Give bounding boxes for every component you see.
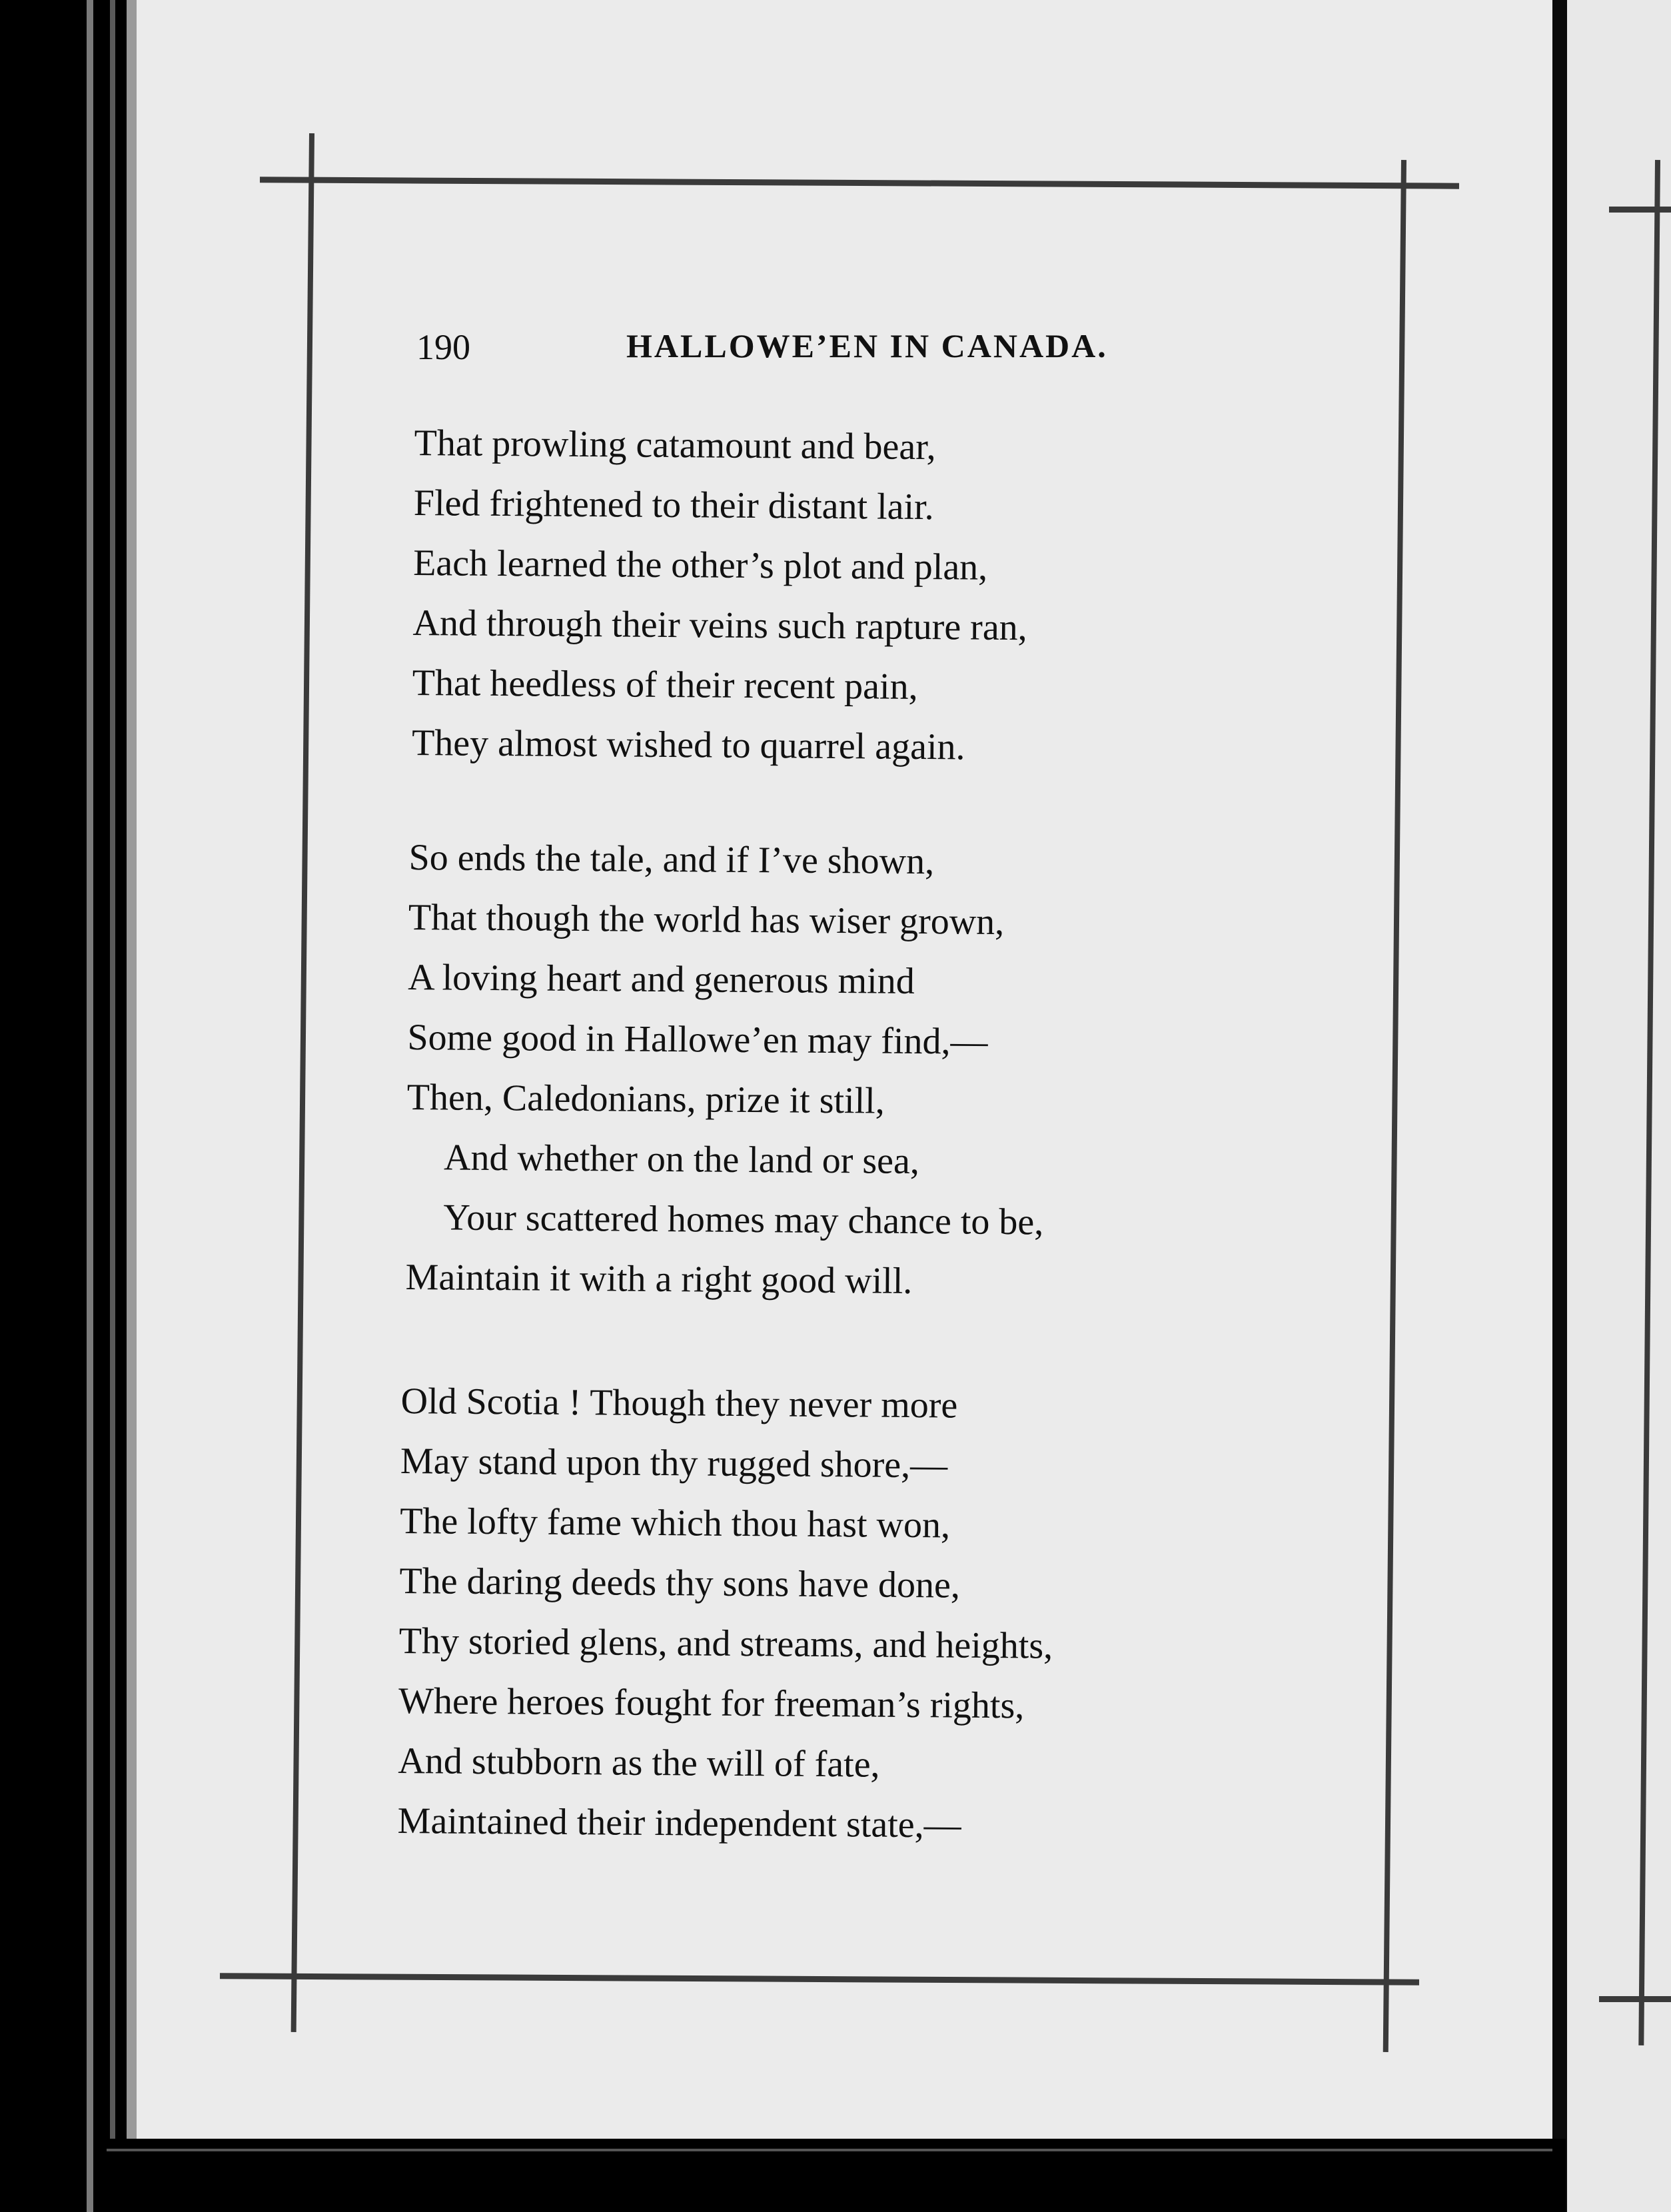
verse-line: So ends the tale, and if I’ve shown, — [408, 836, 935, 883]
verse-line: Fled frightened to their distant lair. — [413, 482, 934, 528]
verse-line: Some good in Hallowe’en may find,— — [407, 1016, 988, 1063]
verse-line: A loving heart and generous mind — [407, 956, 915, 1002]
stanza-1 — [412, 413, 1029, 778]
page-edge-line — [107, 2149, 1552, 2151]
verse-line: That though the world has wiser grown, — [408, 896, 1005, 943]
verse-line: They almost wished to quarrel again. — [411, 722, 965, 768]
running-head-title: HALLOWE’EN IN CANADA. — [626, 327, 1108, 364]
verse-line-indented: And whether on the land or sea, — [443, 1137, 920, 1183]
verse-line: May stand upon thy rugged shore,— — [400, 1440, 948, 1486]
book-edge — [87, 0, 93, 2212]
verse-line: And stubborn as the will of fate, — [398, 1740, 880, 1786]
verse-line: The daring deeds thy sons have done, — [399, 1560, 961, 1606]
verse-line: Then, Caledonians, prize it still, — [406, 1076, 885, 1122]
facing-frame-top — [1609, 207, 1671, 213]
verse-line: And through their veins such rapture ran, — [412, 602, 1027, 649]
verse-line: That heedless of their recent pain, — [412, 662, 918, 708]
verse-line: Maintained their independent state,— — [397, 1800, 961, 1846]
verse-line: Where heroes fought for freeman’s rights, — [398, 1680, 1025, 1727]
verse-line: Maintain it with a right good will. — [405, 1256, 913, 1302]
verse-line: That prowling catamount and bear, — [414, 422, 936, 468]
verse-line-indented: Your scattered homes may chance to be, — [443, 1197, 1044, 1243]
stanza-2 — [405, 828, 1047, 1312]
verse-line: Each learned the other’s plot and plan, — [412, 542, 988, 588]
book-edge — [110, 0, 115, 2212]
book-edge — [127, 0, 137, 2212]
page-number: 190 — [416, 327, 470, 367]
facing-frame-bottom — [1599, 1996, 1671, 2002]
verse-line: The lofty fame which thou hast won, — [399, 1500, 951, 1546]
verse-line: Thy storied glens, and streams, and heights, — [398, 1620, 1053, 1667]
stanza-3 — [397, 1371, 1055, 1856]
verse-line: Old Scotia ! Though they never more — [400, 1380, 958, 1426]
